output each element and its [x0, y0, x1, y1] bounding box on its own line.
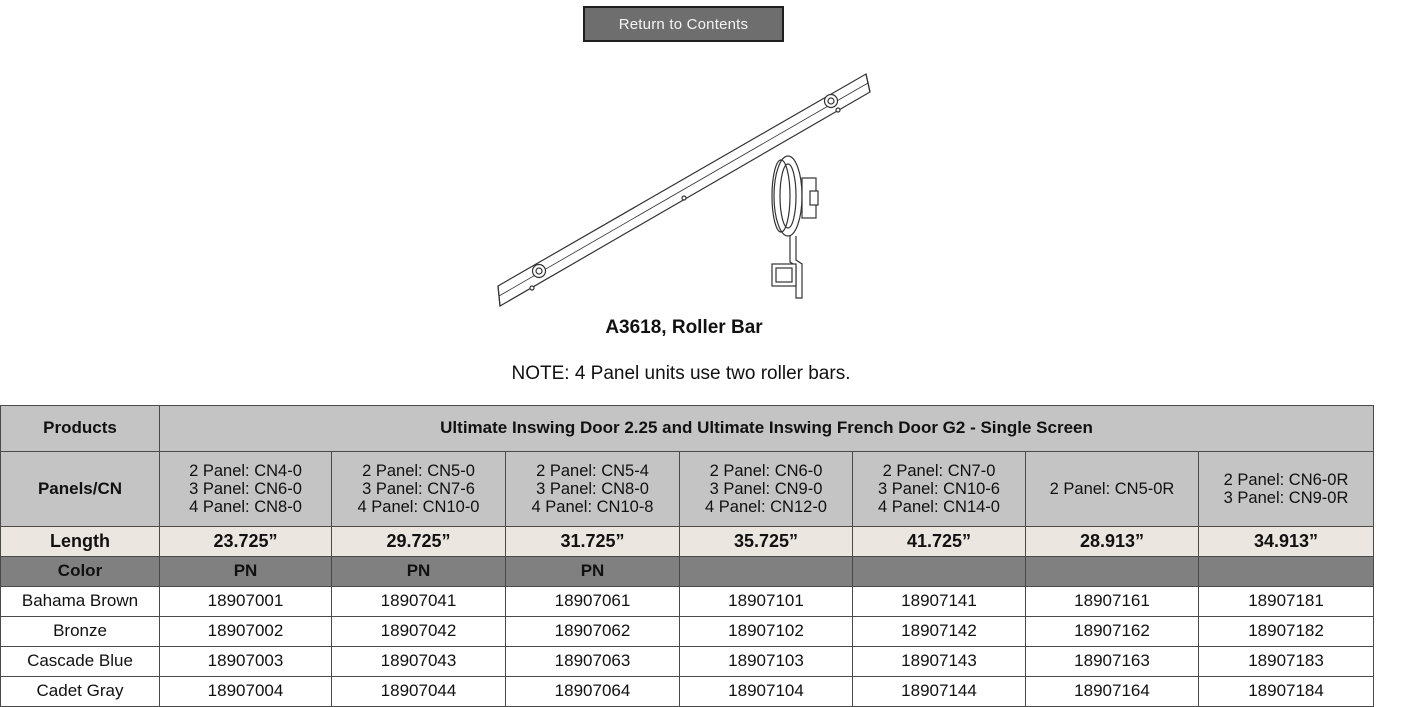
length-cell: 41.725” [853, 527, 1026, 557]
panels-cell: 2 Panel: CN7-0 3 Panel: CN10-6 4 Panel: CN14-0 [853, 452, 1026, 527]
table-row [1, 587, 1374, 617]
part-number: 18907142 [853, 617, 1026, 647]
part-number: 18907064 [506, 677, 680, 707]
part-number: 18907183 [1199, 647, 1374, 677]
color-name: Cadet Gray [1, 677, 160, 707]
part-number: 18907001 [160, 587, 332, 617]
part-number: 18907141 [853, 587, 1026, 617]
part-number: 18907162 [1026, 617, 1199, 647]
return-to-contents-button[interactable]: Return to Contents [583, 6, 784, 42]
part-number: 18907101 [680, 587, 853, 617]
length-cell: 23.725” [160, 527, 332, 557]
pn-header [680, 557, 853, 587]
panels-cell: 2 Panel: CN5-4 3 Panel: CN8-0 4 Panel: CN10-8 [506, 452, 680, 527]
pn-header [853, 557, 1026, 587]
panels-cell: 2 Panel: CN6-0 3 Panel: CN9-0 4 Panel: CN12-0 [680, 452, 853, 527]
part-number: 18907184 [1199, 677, 1374, 707]
length-cell: 35.725” [680, 527, 853, 557]
pn-header: PN [332, 557, 506, 587]
part-number: 18907102 [680, 617, 853, 647]
products-label: Products [1, 406, 160, 452]
part-number: 18907182 [1199, 617, 1374, 647]
part-number: 18907161 [1026, 587, 1199, 617]
part-number: 18907003 [160, 647, 332, 677]
length-cell: 29.725” [332, 527, 506, 557]
part-number: 18907164 [1026, 677, 1199, 707]
products-row [1, 406, 1374, 452]
part-number: 18907043 [332, 647, 506, 677]
pn-header: PN [506, 557, 680, 587]
panels-row [1, 452, 1374, 527]
length-row [1, 527, 1374, 557]
figure-note: NOTE: 4 Panel units use two roller bars. [511, 363, 851, 384]
products-title: Ultimate Inswing Door 2.25 and Ultimate Inswing French Door G2 - Single Screen [160, 406, 1374, 452]
table-row [1, 617, 1374, 647]
part-number: 18907104 [680, 677, 853, 707]
panels-cell: 2 Panel: CN4-0 3 Panel: CN6-0 4 Panel: CN8-0 [160, 452, 332, 527]
figure-caption: A3618, Roller Bar [605, 317, 763, 338]
part-number: 18907103 [680, 647, 853, 677]
part-number: 18907042 [332, 617, 506, 647]
length-cell: 28.913” [1026, 527, 1199, 557]
part-number: 18907004 [160, 677, 332, 707]
table-row [1, 647, 1374, 677]
color-label: Color [1, 557, 160, 587]
panels-cell: 2 Panel: CN6-0R 3 Panel: CN9-0R [1199, 452, 1374, 527]
table-row [1, 677, 1374, 707]
panels-cell: 2 Panel: CN5-0 3 Panel: CN7-6 4 Panel: CN10-0 [332, 452, 506, 527]
parts-table [0, 405, 1374, 707]
part-number: 18907163 [1026, 647, 1199, 677]
part-number: 18907181 [1199, 587, 1374, 617]
color-name: Bahama Brown [1, 587, 160, 617]
part-number: 18907062 [506, 617, 680, 647]
panels-cell: 2 Panel: CN5-0R [1026, 452, 1199, 527]
color-header-row [1, 557, 1374, 587]
panels-label: Panels/CN [1, 452, 160, 527]
part-number: 18907063 [506, 647, 680, 677]
part-number: 18907002 [160, 617, 332, 647]
color-name: Bronze [1, 617, 160, 647]
part-number: 18907144 [853, 677, 1026, 707]
length-cell: 31.725” [506, 527, 680, 557]
pn-header [1026, 557, 1199, 587]
length-cell: 34.913” [1199, 527, 1374, 557]
part-number: 18907143 [853, 647, 1026, 677]
part-number: 18907041 [332, 587, 506, 617]
roller-bar-drawing-icon [490, 66, 880, 314]
pn-header: PN [160, 557, 332, 587]
part-number: 18907044 [332, 677, 506, 707]
pn-header [1199, 557, 1374, 587]
color-name: Cascade Blue [1, 647, 160, 677]
length-label: Length [1, 527, 160, 557]
part-number: 18907061 [506, 587, 680, 617]
